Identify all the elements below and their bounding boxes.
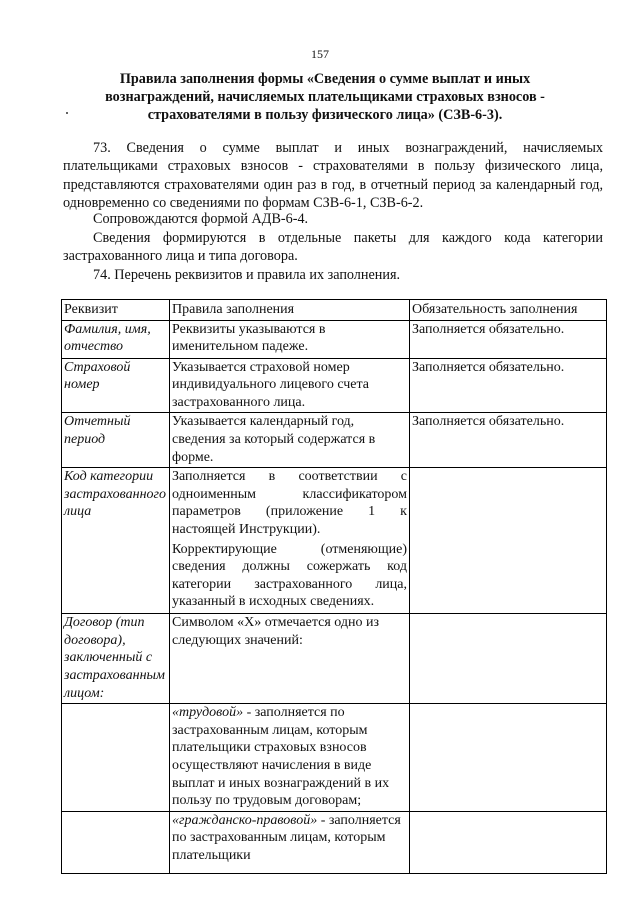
paragraph-accompanied: Сопровождаются формой АДВ-6-4. [93,211,309,227]
requisite-cell: Страховой номер [62,358,170,413]
header-requisite: Реквизит [62,300,170,321]
obligation-cell [410,704,607,812]
paragraph-74: 74. Перечень реквизитов и правила их заполнения. [93,267,401,283]
paragraph-73: 73. Сведения о сумме выплат и иных вознаграждений, начисляемых плательщиками страховых взносов - страхователями в пользу физического лица, представляются страхователями один раз в год, в отчетный период за календарный год, одновременно со сведениями по формам СЗВ-6-1, СЗВ-6-2. [63,140,603,211]
requisite-cell: Отчетный период [62,413,170,468]
rule-text-2: Корректирующие (отменяющие) сведения должны сожержать код категории застрахованного лица, указанный в исходных сведениях. [172,541,407,610]
obligation-cell [410,614,607,704]
obligation-cell [410,468,607,614]
table-row [62,468,607,614]
requisite-cell: Код категории застрахованного лица [62,468,170,614]
obligation-cell: Заполняется обязательно. [410,358,607,413]
table-row [62,320,607,358]
rule-cell: Символом «Х» отмечается одно из следующих значений: [170,614,410,704]
page-title: Правила заполнения формы «Сведения о сумме выплат и иных вознаграждений, начисляемых плательщиками страховых взносов - страхователями в пользу физического лица» (СЗВ-6-3). [105,71,545,123]
rule-text: Заполняется в соответствии с одноименным классификатором параметров (приложение 1 к настоящей Инструкции). [172,469,407,537]
table-row [62,811,607,873]
header-rules: Правила заполнения [170,300,410,321]
obligation-cell [410,811,607,873]
rule-cell [170,468,410,614]
rule-text: - заполняется по застрахованным лицам, которым плательщики страховых взносов осуществляют начисления в виде выплат и иных вознаграждений в их пользу по трудовым договорам; [172,705,390,809]
rule-cell: Указывается календарный год, сведения за который содержатся в форме. [170,413,410,468]
rule-cell: Реквизиты указываются в именительном падеже. [170,320,410,358]
stray-dot [66,112,68,114]
rule-term: «гражданско-правовой» [172,812,318,828]
requisite-cell [62,811,170,873]
rule-term: «трудовой» [172,705,244,721]
rule-cell: Указывается страховой номер индивидуального лицевого счета застрахованного лица. [170,358,410,413]
requisite-cell [62,704,170,812]
rule-cell [170,704,410,812]
requisites-table [61,299,607,874]
requisite-cell: Фамилия, имя, отчество [62,320,170,358]
obligation-cell: Заполняется обязательно. [410,320,607,358]
header-obligation: Обязательность заполнения [410,300,607,321]
rule-text: - заполняется по застрахованным лицам, которым плательщики [172,812,401,863]
table-row [62,614,607,704]
table-row [62,358,607,413]
table-row [62,704,607,812]
obligation-cell: Заполняется обязательно. [410,413,607,468]
page-number: 157 [311,47,329,61]
table-row [62,413,607,468]
table-header-row [62,300,607,321]
requisite-cell: Договор (тип договора), заключенный с застрахованным лицом: [62,614,170,704]
rule-cell [170,811,410,873]
paragraph-formed: Сведения формируются в отдельные пакеты для каждого кода категории застрахованного лица и типа договора. [63,230,603,265]
